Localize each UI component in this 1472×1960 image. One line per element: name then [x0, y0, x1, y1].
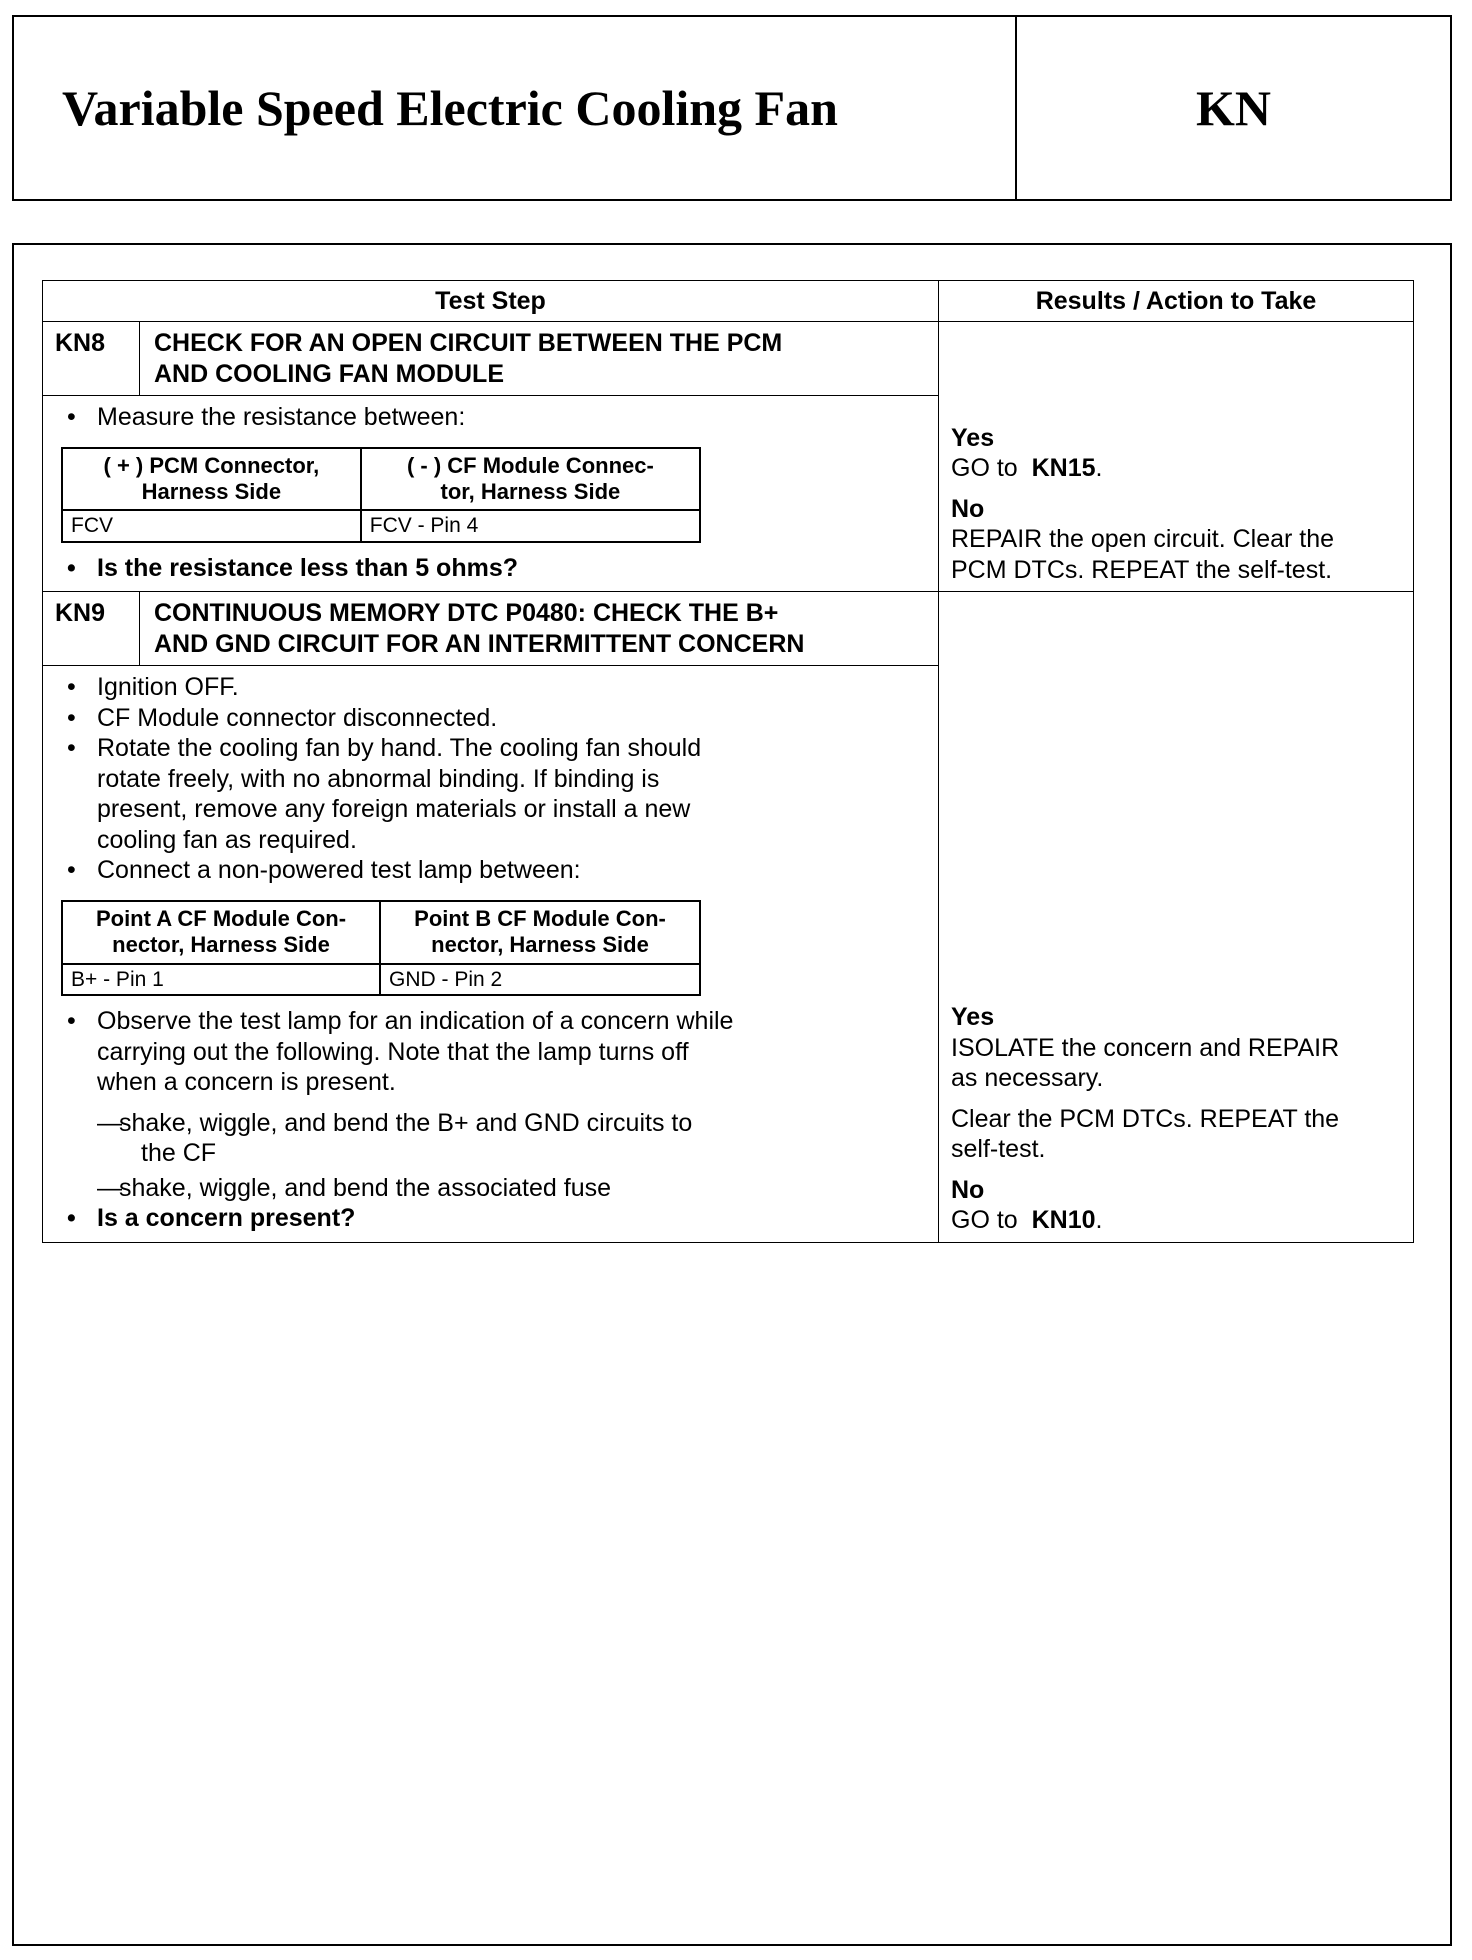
kn8-bullets	[57, 402, 928, 433]
kn9-connector-table	[61, 900, 701, 996]
col-results: Results / Action to Take	[939, 281, 1414, 322]
kn9-sub-cell-1: B+ - Pin 1	[62, 964, 380, 996]
kn9-dash-2-text: shake, wiggle, and bend the associated fuse	[119, 1173, 612, 1202]
kn9-dash-1b: the CF	[141, 1139, 217, 1168]
kn8-id: KN8	[43, 322, 140, 396]
kn8-bullet-1: • Measure the resistance between:	[57, 402, 928, 433]
kn9-sub-head-1	[62, 901, 380, 964]
section-code: KN	[1196, 80, 1271, 136]
kn8-sub-head-1b: Harness Side	[141, 478, 282, 504]
kn9-no-target: KN10	[1031, 1206, 1096, 1235]
kn9-sub-head-1a: Point A CF Module Con-	[95, 905, 347, 931]
kn8-yes-post: .	[1095, 454, 1103, 483]
kn8-heading-row	[43, 322, 1414, 396]
kn9-yes-label: Yes	[951, 1003, 995, 1032]
page-title: Variable Speed Electric Cooling Fan	[14, 17, 1017, 199]
kn9-dash-1	[57, 1108, 928, 1169]
kn8-heading	[140, 322, 939, 396]
kn9-bullet-5a: • Observe the test lamp for an indication of a concern while	[97, 1007, 734, 1036]
kn8-yes-target: KN15	[1031, 454, 1096, 483]
kn9-bullet-5b: carrying out the following. Note that the lamp turns off	[97, 1037, 689, 1066]
kn9-bullet-3b: rotate freely, with no abnormal binding. If binding is	[97, 764, 660, 793]
kn9-heading-row	[43, 592, 1414, 666]
kn9-bullet-3	[57, 733, 928, 855]
kn9-no-label: No	[951, 1175, 985, 1204]
kn9-yes-line-2: as necessary.	[951, 1064, 1104, 1093]
kn8-yes-label: Yes	[951, 423, 995, 452]
kn8-question-list	[57, 553, 928, 584]
kn8-results	[939, 322, 1414, 592]
kn9-yes-line-1: ISOLATE the concern and REPAIR	[951, 1033, 1340, 1062]
kn9-sub-cell-2: GND - Pin 2	[380, 964, 700, 996]
test-step-table	[42, 280, 1414, 1243]
kn9-dash-2	[57, 1173, 928, 1204]
kn9-dash-1a: shake, wiggle, and bend the B+ and GND circuits to	[119, 1108, 693, 1137]
kn9-no-action	[951, 1205, 1403, 1236]
kn9-body	[43, 666, 939, 1242]
kn9-sub-head-2	[380, 901, 700, 964]
kn9-bullets-b	[57, 1006, 928, 1098]
kn8-no-label: No	[951, 494, 985, 523]
kn9-yes-line-4: self-test.	[951, 1135, 1046, 1164]
kn8-sub-head-2	[361, 448, 700, 511]
kn9-question: • Is a concern present?	[57, 1203, 928, 1234]
kn8-no-line-2: PCM DTCs. REPEAT the self-test.	[951, 555, 1333, 584]
kn8-heading-line-1: CHECK FOR AN OPEN CIRCUIT BETWEEN THE PCM	[154, 329, 783, 357]
kn9-bullet-3d: cooling fan as required.	[97, 825, 357, 854]
kn8-sub-head-1a: ( + ) PCM Connector,	[103, 452, 320, 478]
kn9-bullets-a	[57, 672, 928, 886]
kn9-question-list	[57, 1203, 928, 1234]
kn9-heading-line-2: AND GND CIRCUIT FOR AN INTERMITTENT CONCERN	[154, 629, 805, 658]
kn8-sub-head-2a: ( - ) CF Module Connec-	[406, 452, 654, 478]
kn9-bullet-2: • CF Module connector disconnected.	[57, 703, 928, 734]
kn8-sub-cell-2: FCV - Pin 4	[361, 510, 700, 542]
kn9-bullet-4: • Connect a non-powered test lamp between:	[57, 855, 928, 886]
kn9-heading	[140, 592, 939, 666]
col-test-step: Test Step	[43, 281, 939, 322]
kn8-question: • Is the resistance less than 5 ohms?	[57, 553, 928, 584]
kn9-bullet-3a: • Rotate the cooling fan by hand. The cooling fan should	[97, 734, 702, 763]
kn9-no-post: .	[1095, 1206, 1103, 1235]
kn9-bullet-1: • Ignition OFF.	[57, 672, 928, 703]
kn9-results	[939, 592, 1414, 1242]
kn9-bullet-3c: present, remove any foreign materials or install a new	[97, 795, 691, 824]
kn9-bullet-5	[57, 1006, 928, 1098]
kn9-sub-head-2a: Point B CF Module Con-	[414, 905, 666, 931]
kn9-bullet-5c: when a concern is present.	[97, 1068, 396, 1097]
kn9-sub-head-1b: nector, Harness Side	[112, 932, 330, 958]
kn8-yes-action	[951, 453, 1403, 484]
kn9-heading-line-1: CONTINUOUS MEMORY DTC P0480: CHECK THE B+	[154, 599, 779, 628]
kn8-yes-pre: GO to	[951, 454, 1018, 483]
kn8-body	[43, 396, 939, 592]
kn9-sub-head-2b: nector, Harness Side	[431, 932, 649, 958]
kn9-yes-line-3: Clear the PCM DTCs. REPEAT the	[951, 1104, 1340, 1133]
page-header	[12, 15, 1452, 201]
kn9-id: KN9	[43, 592, 140, 666]
kn8-connector-table	[61, 447, 701, 543]
kn8-sub-head-1	[62, 448, 361, 511]
kn8-heading-line-2: AND COOLING FAN MODULE	[154, 359, 504, 388]
kn8-sub-head-2b: tor, Harness Side	[440, 478, 621, 504]
kn8-no-line-1: REPAIR the open circuit. Clear the	[951, 525, 1335, 554]
kn8-sub-cell-1: FCV	[62, 510, 361, 542]
kn9-no-pre: GO to	[951, 1206, 1018, 1235]
table-header-row	[43, 281, 1414, 322]
